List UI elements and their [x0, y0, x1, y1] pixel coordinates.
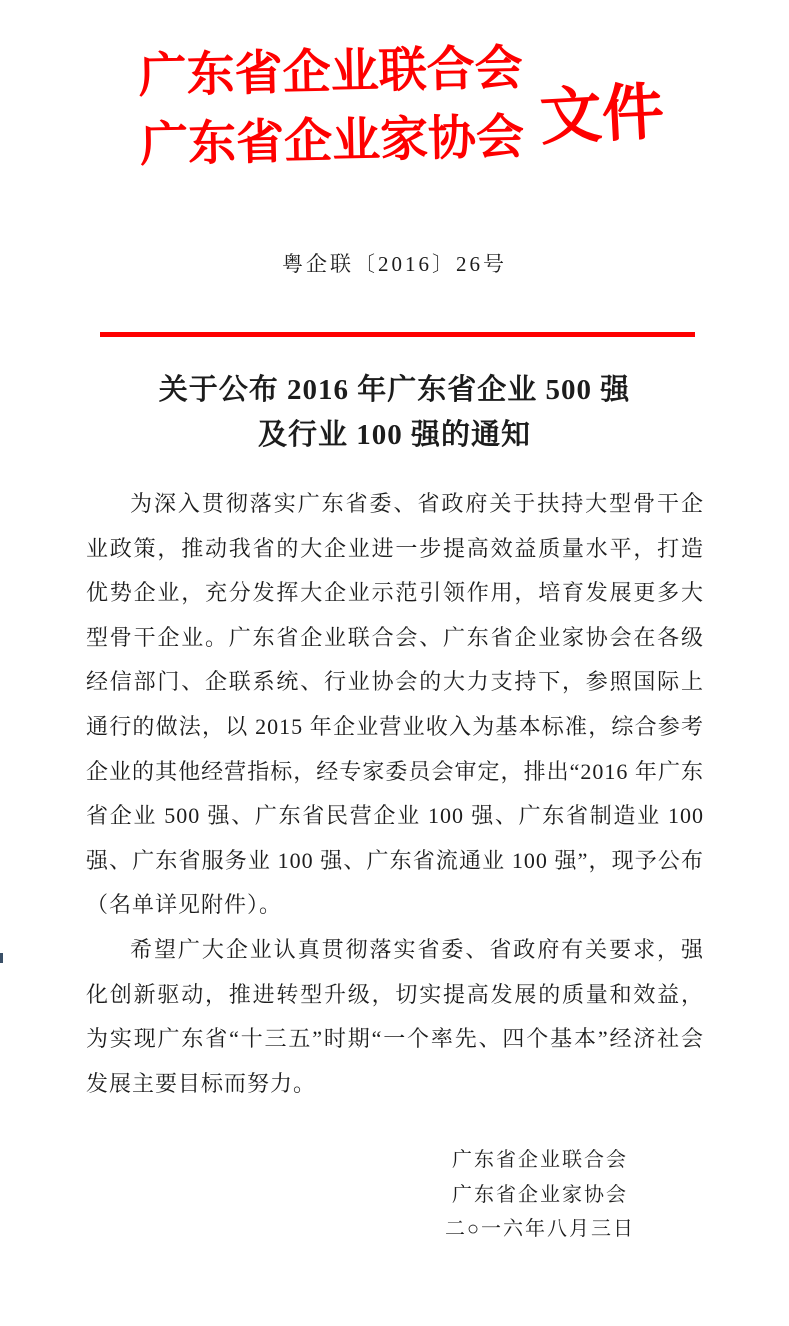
- document-title: [0, 368, 789, 458]
- title-line-1: 关于公布 2016 年广东省企业 500 强: [158, 374, 631, 406]
- letterhead: [138, 34, 525, 180]
- letterhead-org-line1: 广东省企业联合会: [138, 41, 524, 103]
- signature-org1: 广东省企业联合会: [452, 1149, 628, 1171]
- signature-org2: 广东省企业家协会: [452, 1183, 628, 1206]
- scan-edge-artifact: [0, 953, 3, 963]
- body-paragraph-1: 为深入贯彻落实广东省委、省政府关于扶持大型骨干企业政策，推动我省的大企业进一步提高效益质量水平，打造优势企业，充分发挥大企业示范引领作用，培育发展更多大型骨干企业。广东省企业联合会、广东省企业家协会在各级经信部门、企联系统、行业协会的大力支持下，参照国际上通行的做法，以 2015 年企业营业收入为基本标准，综合参考企业的其他经营指标，经专家委员会审定，排出“2016 年广东省企业 500 强、广东省民营企业 100 强、广东省制造业 100 强、广东省服务业 100 强、广东省流通业 100 强”，现予公布（名单详见附件）。: [86, 491, 704, 918]
- title-line-2: 及行业 100 强的通知: [257, 419, 531, 451]
- letterhead-org-line2: 广东省企业家协会: [139, 110, 525, 172]
- document-body: [86, 482, 704, 1106]
- signature-block: [408, 1143, 672, 1247]
- letterhead-document-word: 文件: [538, 78, 666, 154]
- red-divider-line: [100, 332, 695, 337]
- document-number: 粤企联〔2016〕26号: [282, 252, 507, 276]
- body-paragraph-2: 希望广大企业认真贯彻落实省委、省政府有关要求，强化创新驱动，推进转型升级，切实提高发展的质量和效益，为实现广东省“十三五”时期“一个率先、四个基本”经济社会发展主要目标而努力。: [86, 936, 704, 1096]
- signature-date: 二○一六年八月三日: [444, 1218, 636, 1240]
